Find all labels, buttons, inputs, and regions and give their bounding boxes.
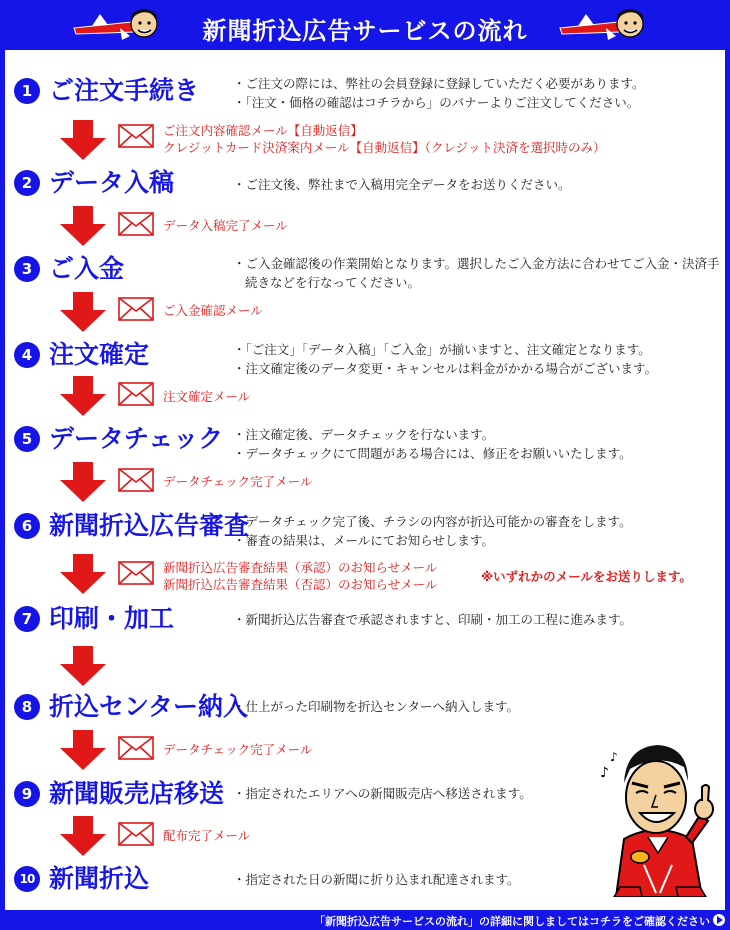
- step-description: [233, 340, 723, 378]
- footer-link[interactable]: 「新聞折込広告サービスの流れ」の詳細に関しましてはコチラをご確認ください: [314, 915, 710, 928]
- step-number: 8: [14, 694, 40, 720]
- notice-line: 新聞折込広告審査結果（承認）のお知らせメール: [163, 560, 438, 575]
- arrow-down-icon: [60, 730, 106, 770]
- step-title: 折込センター納入: [49, 692, 249, 721]
- step-description: [233, 610, 723, 629]
- arrow-down-icon: [60, 206, 106, 246]
- desc-line: ・「注文・価格の確認はコチラから」のバナーよりご注文してください。: [233, 95, 640, 110]
- step-title: 新聞折込: [49, 864, 150, 893]
- step-number: 10: [14, 866, 40, 892]
- mail-notice: [163, 741, 312, 758]
- step-title: データ入稿: [49, 168, 175, 197]
- notice-line: 新聞折込広告審査結果（否認）のお知らせメール: [163, 577, 438, 592]
- desc-line: ・指定されたエリアへの新聞販売店へ移送されます。: [233, 786, 532, 801]
- step-title: ご注文手続き: [49, 76, 200, 105]
- step-title: 新聞販売店移送: [49, 779, 225, 808]
- step-number: 1: [14, 78, 40, 104]
- desc-line: ・新聞折込広告審査で承認されますと、印刷・加工の工程に進みます。: [233, 612, 633, 627]
- step-number: 7: [14, 606, 40, 632]
- step-description: [233, 425, 723, 463]
- arrow-down-icon: [60, 462, 106, 502]
- notice-line: ご入金確認メール: [163, 303, 263, 318]
- step-number: 6: [14, 513, 40, 539]
- play-arrow-icon[interactable]: [713, 914, 725, 926]
- desc-line: ・仕上がった印刷物を折込センターへ納入します。: [233, 699, 520, 714]
- step-number: 2: [14, 170, 40, 196]
- mail-notice: [163, 122, 606, 156]
- notice-line: クレジットカード決済案内メール【自動返信】（クレジット決済を選択時のみ）: [163, 140, 606, 155]
- either-mail-note: ※いずれかのメールをお送りします。: [481, 569, 692, 584]
- mail-notice: [163, 473, 312, 490]
- notice-line: データチェック完了メール: [163, 742, 313, 757]
- step-number: 3: [14, 256, 40, 282]
- header: [0, 0, 730, 50]
- step-number: 9: [14, 781, 40, 807]
- desc-line: ・指定された日の新聞に折り込まれ配達されます。: [233, 872, 520, 887]
- arrow-down-icon: [60, 292, 106, 332]
- envelope-icon: [118, 212, 154, 236]
- step-title: 注文確定: [49, 340, 150, 369]
- arrow-down-icon: [60, 376, 106, 416]
- mail-notice: [163, 827, 250, 844]
- flying-mascot-icon: [558, 6, 658, 44]
- desc-line: ・データチェックにて問題がある場合には、修正をお願いいたします。: [233, 446, 632, 461]
- desc-line: ・ご注文後、弊社まで入稿用完全データをお送りください。: [233, 177, 571, 192]
- step-description: [233, 697, 723, 716]
- mail-notice: [163, 217, 288, 234]
- envelope-icon: [118, 468, 154, 492]
- step-title: 印刷・加工: [49, 604, 175, 633]
- mail-notice: [163, 388, 250, 405]
- step-title: ご入金: [49, 254, 125, 283]
- desc-line: ・データチェック完了後、チラシの内容が折込可能かの審査をします。: [233, 514, 632, 529]
- step-description: [233, 175, 723, 194]
- mail-notice: [163, 302, 263, 319]
- envelope-icon: [118, 561, 154, 585]
- arrow-down-icon: [60, 554, 106, 594]
- notice-line: データチェック完了メール: [163, 474, 313, 489]
- desc-line: ・ご入金確認後の作業開始となります。選択したご入金方法に合わせてご入金・決済手続きなどを行なってください。: [233, 256, 720, 290]
- desc-line: ・注文確定後、データチェックを行ないます。: [233, 427, 495, 442]
- notice-line: 配布完了メール: [163, 828, 251, 843]
- notice-line: 注文確定メール: [163, 389, 251, 404]
- desc-line: ・注文確定後のデータ変更・キャンセルは料金がかかる場合がございます。: [233, 361, 658, 376]
- svg-text:♪: ♪: [600, 765, 609, 781]
- envelope-icon: [118, 124, 154, 148]
- envelope-icon: [118, 822, 154, 846]
- step-description: [233, 74, 723, 112]
- step-title: 新聞折込広告審査: [49, 511, 250, 540]
- envelope-icon: [118, 297, 154, 321]
- step-description: [233, 512, 723, 550]
- envelope-icon: [118, 382, 154, 406]
- step-title: データチェック: [49, 424, 224, 453]
- mail-notice: [163, 559, 437, 593]
- step-number: 5: [14, 426, 40, 452]
- arrow-down-icon: [60, 646, 106, 686]
- svg-text:♪: ♪: [610, 750, 618, 764]
- desc-line: ・ご注文の際には、弊社の会員登録に登録していただく必要があります。: [233, 76, 645, 91]
- step-description: [233, 254, 723, 292]
- page-title: 新聞折込広告サービスの流れ: [202, 17, 528, 45]
- desc-line: ・審査の結果は、メールにてお知らせします。: [233, 533, 494, 548]
- envelope-icon: [118, 736, 154, 760]
- notice-line: データ入稿完了メール: [163, 218, 288, 233]
- notice-line: ご注文内容確認メール【自動返信】: [163, 123, 363, 138]
- step-number: 4: [14, 342, 40, 368]
- footer-bar[interactable]: [0, 910, 730, 930]
- mascot-character: [596, 735, 720, 897]
- arrow-down-icon: [60, 816, 106, 856]
- desc-line: ・「ご注文」「データ入稿」「ご入金」が揃いますと、注文確定となります。: [233, 342, 651, 357]
- arrow-down-icon: [60, 120, 106, 160]
